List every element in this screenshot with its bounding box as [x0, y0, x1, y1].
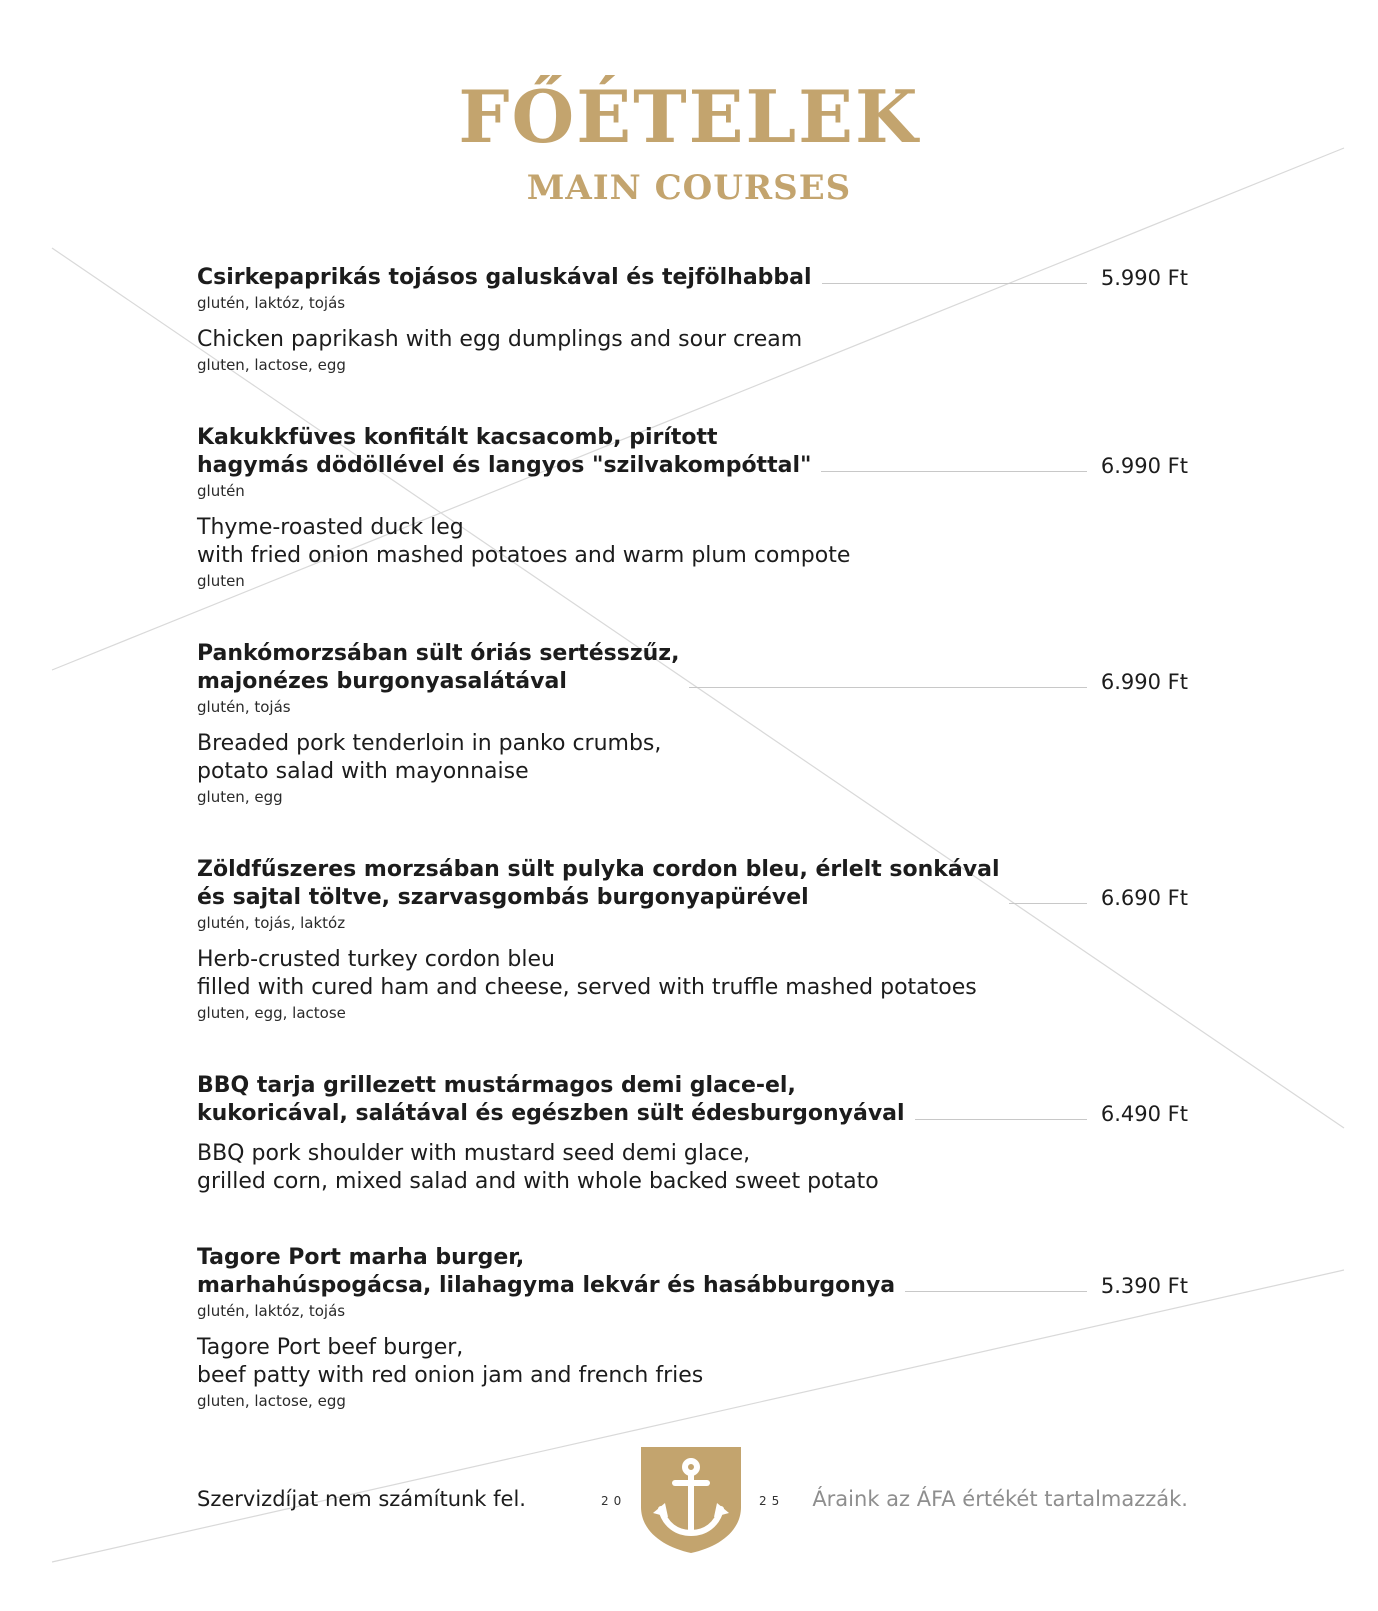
en-dish-line2: beef patty with red onion jam and french fries — [197, 1363, 704, 1388]
year-left: 20 — [601, 1494, 627, 1508]
price-leader-line — [915, 1119, 1087, 1120]
hu-dish-line1: Zöldfűszeres morzsában sült pulyka cordon bleu, érlelt sonkával — [197, 857, 1000, 882]
en-dish-name — [197, 946, 1188, 1002]
hu-allergens: glutén, laktóz, tojás — [197, 294, 346, 312]
en-dish-line2: with fried onion mashed potatoes and warm plum compote — [197, 543, 851, 568]
price-leader-line — [1009, 903, 1086, 904]
en-allergens: gluten, lactose, egg — [197, 1392, 346, 1410]
hu-dish-line1: Pankómorzsában sült óriás sertésszűz, — [197, 641, 680, 666]
hu-dish-line2: marhahúspogácsa, lilahagyma lekvár és hasábburgonya — [197, 1273, 896, 1298]
hu-title-row — [197, 856, 1188, 912]
en-allergens: gluten, lactose, egg — [197, 356, 346, 374]
en-dish-line1: Chicken paprikash with egg dumplings and sour cream — [197, 327, 803, 352]
en-dish-line1: Breaded pork tenderloin in panko crumbs, — [197, 731, 662, 756]
price-leader-line — [689, 687, 1086, 688]
vat-note: Áraink az ÁFA értékét tartalmazzák. — [812, 1487, 1188, 1511]
hu-allergens: glutén, tojás, laktóz — [197, 914, 346, 932]
price: 5.990 Ft — [1100, 266, 1188, 290]
price: 6.490 Ft — [1100, 1102, 1188, 1126]
price: 6.990 Ft — [1100, 454, 1188, 478]
hu-dish-line1: Csirkepaprikás tojásos galuskával és tejfölhabbal — [197, 265, 812, 290]
en-dish-line2: grilled corn, mixed salad and with whole backed sweet potato — [197, 1169, 879, 1194]
hu-dish-line1: Kakukkfüves konfitált kacsacomb, pirított — [197, 425, 718, 450]
hu-dish-name — [197, 264, 812, 292]
page-header — [0, 72, 1378, 210]
page-subtitle: MAIN COURSES — [526, 168, 852, 208]
hu-dish-line2: és sajtal töltve, szarvasgombás burgonyapürével — [197, 885, 809, 910]
en-dish-name — [197, 326, 1188, 354]
hu-title-row — [197, 424, 1188, 480]
hu-allergens: glutén, tojás — [197, 698, 291, 716]
hu-dish-name — [197, 1072, 905, 1128]
hu-dish-name — [197, 640, 679, 696]
en-dish-line2: filled with cured ham and cheese, served with truffle mashed potatoes — [197, 975, 977, 1000]
menu-item-beef-burger — [197, 1244, 1188, 1412]
year-right: 25 — [759, 1494, 785, 1508]
price: 6.690 Ft — [1100, 886, 1188, 910]
hu-dish-name — [197, 1244, 895, 1300]
price-leader-line — [905, 1291, 1087, 1292]
hu-allergens: glutén, laktóz, tojás — [197, 1302, 346, 1320]
price-leader-line — [822, 283, 1087, 284]
price: 5.390 Ft — [1100, 1274, 1188, 1298]
hu-title-row — [197, 1244, 1188, 1300]
menu-item-turkey-cordon-bleu — [197, 856, 1188, 1024]
hu-dish-name — [197, 424, 811, 480]
hu-dish-line1: BBQ tarja grillezett mustármagos demi glace-el, — [197, 1073, 796, 1098]
price: 6.990 Ft — [1100, 670, 1188, 694]
service-charge-note: Szervizdíjat nem számítunk fel. — [197, 1487, 526, 1511]
hu-title-row — [197, 640, 1188, 696]
en-dish-line1: Thyme-roasted duck leg — [197, 515, 464, 540]
hu-dish-line2: majonézes burgonyasalátával — [197, 669, 567, 694]
menu-item-chicken-paprikash — [197, 264, 1188, 376]
price-leader-line — [821, 471, 1086, 472]
en-allergens: gluten — [197, 572, 245, 590]
menu-list — [197, 264, 1188, 1412]
hu-dish-line1: Tagore Port marha burger, — [197, 1245, 525, 1270]
en-dish-line1: BBQ pork shoulder with mustard seed demi glace, — [197, 1141, 751, 1166]
menu-item-bbq-pork — [197, 1072, 1188, 1196]
menu-item-pork-tenderloin — [197, 640, 1188, 808]
hu-allergens: glutén — [197, 482, 245, 500]
en-allergens: gluten, egg — [197, 788, 283, 806]
hu-dish-name — [197, 856, 999, 912]
hu-title-row — [197, 1072, 1188, 1128]
en-dish-name — [197, 1140, 1188, 1196]
page-title: FŐÉTELEK — [458, 74, 920, 159]
menu-item-duck-leg — [197, 424, 1188, 592]
en-dish-name — [197, 514, 1188, 570]
en-dish-line1: Tagore Port beef burger, — [197, 1335, 464, 1360]
en-dish-line2: potato salad with mayonnaise — [197, 759, 529, 784]
anchor-icon — [641, 1447, 741, 1553]
hu-title-row — [197, 264, 1188, 292]
page-footer — [197, 1447, 1188, 1557]
hu-dish-line2: hagymás dödöllével és langyos "szilvakompóttal" — [197, 453, 812, 478]
en-dish-name — [197, 730, 1188, 786]
en-dish-line1: Herb-crusted turkey cordon bleu — [197, 947, 555, 972]
en-dish-name — [197, 1334, 1188, 1390]
en-allergens: gluten, egg, lactose — [197, 1004, 346, 1022]
hu-dish-line2: kukoricával, salátával és egészben sült édesburgonyával — [197, 1101, 905, 1126]
